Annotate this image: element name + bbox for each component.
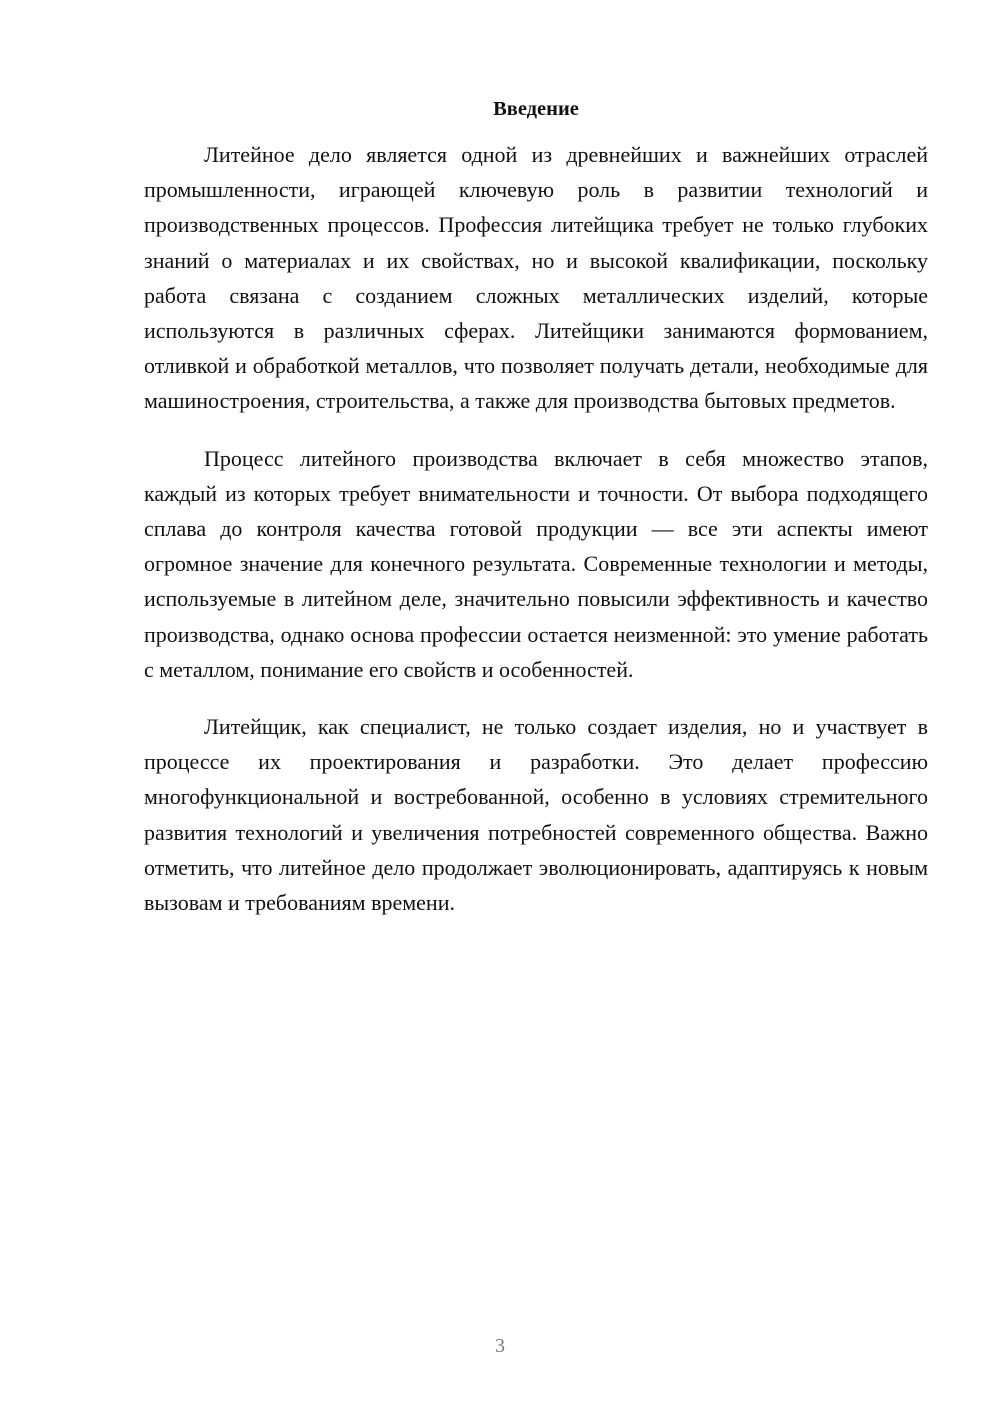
- paragraph-2: Процесс литейного производства включает в себя множество этапов, каждый из которых требует внимательности и точности. От выбора подходящего сплава до контроля качества готовой продукции — все эти аспекты имеют огромное значение для конечного результата. Современные технологии и методы, используемые в литейном деле, значительно повысили эффективность и качество производства, однако основа профессии остается неизменной: это умение работать с металлом, понимание его свойств и особенностей.: [144, 445, 928, 682]
- document-body: [144, 92, 928, 942]
- page-number: 3: [495, 1335, 505, 1357]
- paragraph-1: Литейное дело является одной из древнейших и важнейших отраслей промышленности, играющей ключевую роль в развитии технологий и производственных процессов. Профессия литейщика требует не только глубоких знаний о материалах и их свойствах, но и высокой квалификации, поскольку работа связана с созданием сложных металлических изделий, которые используются в различных сферах. Литейщики занимаются формованием, отливкой и обработкой металлов, что позволяет получать детали, необходимые для машиностроения, строительства, а также для производства бытовых предметов.: [144, 142, 928, 414]
- section-heading: Введение: [493, 98, 579, 120]
- paragraph-3: Литейщик, как специалист, не только создает изделия, но и участвует в процессе их проектирования и разработки. Это делает профессию многофункциональной и востребованной, особенно в условиях стремительного развития технологий и увеличения потребностей современного общества. Важно отметить, что литейное дело продолжает эволюционировать, адаптируясь к новым вызовам и требованиям времени.: [144, 714, 928, 916]
